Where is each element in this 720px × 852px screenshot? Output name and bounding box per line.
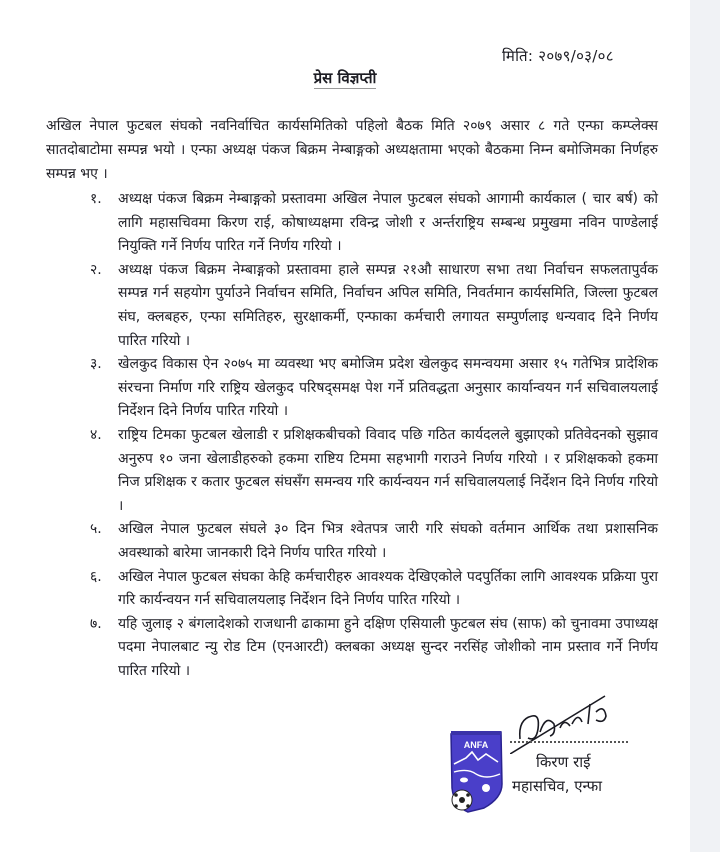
- item-text: खेलकुद विकास ऐन २०७५ मा व्यवस्था भए बमोजिम प्रदेश खेलकुद समन्वयमा असार १५ गतेभित्र प्रादेशिक संरचना निर्माण गरि राष्ट्रिय खेलकुद परिषद्समक्ष पेश गर्ने प्रतिवद्धता अनुसार कार्यान्वयन गर्न सचिवालयलाई निर्देशन दिने निर्णय पारित गरियो ।: [118, 356, 658, 420]
- list-item: [90, 259, 658, 353]
- svg-text:ANFA: ANFA: [463, 740, 489, 750]
- document-title-text: प्रेस विज्ञप्ती: [313, 69, 377, 87]
- item-text: अखिल नेपाल फुटबल संघले ३० दिन भित्र श्वेतपत्र जारी गरि संघको वर्तमान आर्थिक तथा प्रशासनिक अवस्थाको बारेमा जानकारी दिने निर्णय पारित गरियो ।: [118, 521, 658, 561]
- item-text: अध्यक्ष पंकज बिक्रम नेम्बाङ्गको प्रस्तावमा हाले सम्पन्न २१औ साधारण सभा तथा निर्वाचन सफलतापुर्वक सम्पन्न गर्न सहयोग पुर्याउने निर्वाचन समिति, निर्वाचन अपिल समिति, निवर्तमान कार्यसमिति, जिल्ला फुटबल संघ, क्लबहरु, एन्फा समितिहरु, सुरक्षाकर्मी, एन्फाका कर्मचारी लगायत सम्पुर्णलाइ धन्यवाद दिने निर्णय पारित गरियो ।: [118, 261, 658, 349]
- list-item: [90, 188, 658, 259]
- signer-name: किरण राई: [536, 753, 591, 771]
- handwritten-signature-icon: [510, 694, 620, 754]
- anfa-crest-icon: [448, 728, 504, 814]
- signature-line: [510, 741, 628, 743]
- list-item: [90, 613, 658, 684]
- list-item: [90, 353, 658, 424]
- item-text: राष्ट्रिय टिमका फुटबल खेलाडी र प्रशिक्षकबीचको विवाद पछि गठित कार्यदलले बुझाएको प्रतिवेदनको सुझाव अनुरुप १० जना खेलाडीहरुको हकमा राष्टिय टिममा सहभागी गराउने निर्णय गरियो । र प्रशिक्षकको हकमा निज प्रशिक्षक र कतार फुटबल संघसँग समन्वय गरि कार्यन्वयन गर्न सचिवालयलाई निर्देशन दिने निर्णय गरियो ।: [118, 426, 658, 514]
- item-number: २.: [90, 261, 102, 278]
- item-text: यहि जुलाइ २ बंगलादेशको राजधानी ढाकामा हुने दक्षिण एसियाली फुटबल संघ (साफ) को चुनावमा उपाध्यक्ष पदमा नेपालबाट न्यु रोड टिम (एनआरटी) क्लबका अध्यक्ष सुन्दर नरसिंह जोशीको नाम प्रस्ताव गर्ने निर्णय पारित गरियो ।: [118, 615, 658, 679]
- signature-block: [440, 694, 690, 834]
- signer-title: महासचिव, एन्फा: [512, 777, 603, 795]
- list-item: [90, 424, 658, 518]
- item-number: ५.: [90, 521, 102, 538]
- item-text: अध्यक्ष पंकज बिक्रम नेम्बाङ्गको प्रस्तावमा अखिल नेपाल फुटबल संघको आगामी कार्यकाल ( चार बर्ष) को लागि महासचिवमा किरण राई, कोषाध्यक्षमा रविन्द्र जोशी र अर्न्तराष्ट्रिय सम्बन्ध प्रमुखमा नविन पाण्डेलाई नियुक्ति गर्ने निर्णय पारित गर्ने निर्णय गरियो ।: [118, 191, 658, 255]
- intro-paragraph: अखिल नेपाल फुटबल संघको नवनिर्वाचित कार्यसमितिको पहिलो बैठक मिति २०७९ असार ८ गते एन्फा कम्प्लेक्स सातदोबाटोमा सम्पन्न भयो । एन्फा अध्यक्ष पंकज बिक्रम नेम्बाङ्गको अध्यक्षतामा भएको बैठकमा निम्न बमोजिमका निर्णहरु सम्पन्न भए ।: [46, 118, 658, 182]
- decision-list: [90, 188, 658, 683]
- item-number: ४.: [90, 426, 102, 443]
- document-date: मिति: २०७९/०३/०८: [502, 47, 614, 65]
- item-number: ७.: [90, 615, 102, 632]
- item-number: १.: [90, 191, 102, 207]
- document-title: [0, 68, 690, 88]
- list-item: [90, 566, 658, 613]
- item-number: ६.: [90, 568, 102, 585]
- item-text: अखिल नेपाल फुटबल संघका केहि कर्मचारीहरु आवश्यक देखिएकोले पदपुर्तिका लागि आवश्यक प्रक्रिया पुरा गरि कार्यन्वयन गर्न सचिवालयलाइ निर्देशन दिने निर्णय पारित गरियो ।: [118, 568, 658, 609]
- item-number: ३.: [90, 356, 102, 373]
- list-item: [90, 518, 658, 565]
